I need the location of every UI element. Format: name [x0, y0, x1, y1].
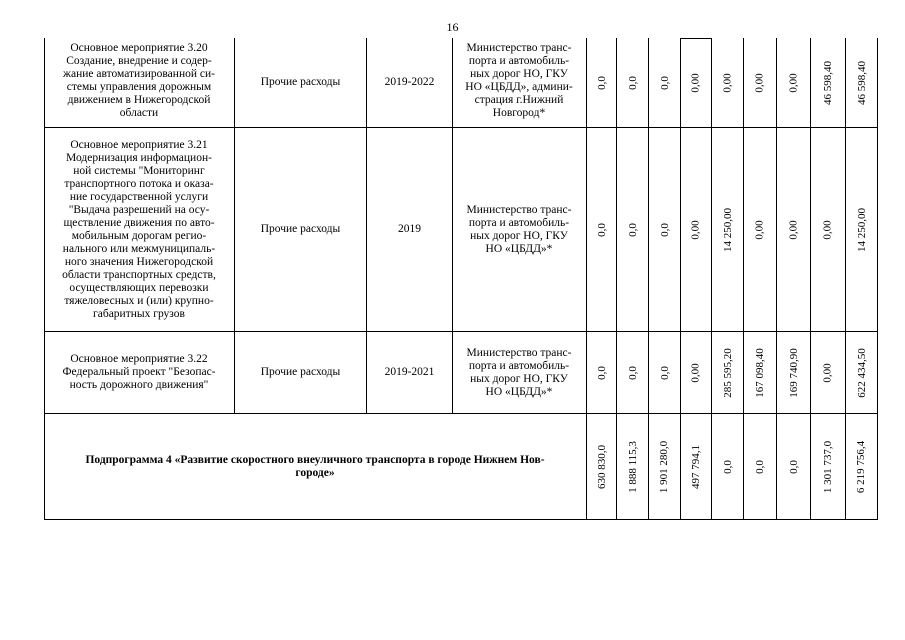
measure-name-line: нального или межмуниципаль- — [62, 242, 216, 255]
executor-line: ных дорог НО, ГКУ — [470, 67, 568, 80]
value-cell: 0,0 — [595, 365, 608, 380]
value-cell: 0,00 — [690, 72, 702, 93]
measure-name-line: области — [119, 106, 159, 119]
expense-type: Прочие расходы — [260, 223, 341, 235]
executor-line: НО «ЦБДД», админи- — [465, 80, 573, 93]
value-cell: 0,00 — [754, 72, 766, 93]
measure-name-line: ной системы "Мониторинг — [73, 164, 205, 177]
measure-name-line: Создание, внедрение и содер- — [66, 54, 212, 67]
value-cell: 14 250,00 — [855, 207, 868, 252]
period: 2019 — [398, 223, 421, 235]
measure-name-line: мобильным дорогам регио- — [71, 229, 207, 242]
executor-line: порта и автомобиль- — [468, 216, 570, 229]
table-hline — [44, 519, 878, 520]
measure-name-line: жание автоматизированной си- — [63, 67, 215, 80]
value-cell: 0,0 — [595, 75, 608, 90]
value-cell: 14 250,00 — [721, 207, 734, 252]
subprogram-value-cell: 1 301 737,0 — [822, 440, 834, 493]
value-cell: 0,00 — [690, 362, 702, 383]
value-cell: 0,00 — [787, 72, 800, 93]
measure-name — [46, 34, 232, 127]
executor-line: Новгород* — [492, 106, 546, 119]
value-cell: 0,00 — [721, 72, 734, 93]
subprogram-value-cell: 1 901 280,0 — [658, 440, 671, 493]
value-cell: 285 595,20 — [721, 347, 734, 398]
value-cell: 622 434,50 — [855, 347, 868, 398]
subprogram-title-line: Подпрограмма 4 «Развитие скоростного внеуличного транспорта в городе Нижнем Нов- — [85, 453, 545, 466]
subprogram-value-cell: 1 888 115,3 — [626, 440, 639, 493]
measure-name-line: движением в Нижегородской — [67, 93, 211, 106]
value-cell: 0,0 — [658, 75, 671, 90]
measure-name-line: ние государственной услуги — [69, 190, 209, 203]
measure-name-line: габаритных грузов — [93, 307, 185, 320]
executor-line: Министерство транс- — [466, 346, 572, 359]
table-vline — [452, 38, 453, 414]
measure-name-line: Модернизация информацион- — [66, 151, 212, 164]
subprogram-value-cell: 6 219 756,4 — [855, 440, 868, 493]
value-cell: 0,0 — [626, 75, 639, 90]
executor-line: НО «ЦБДД»* — [485, 385, 553, 398]
executor — [454, 128, 584, 331]
subprogram-value-cell: 497 794,1 — [690, 444, 702, 489]
executor-line: порта и автомобиль- — [468, 359, 570, 372]
value-cell: 0,00 — [754, 219, 766, 240]
executor-line: порта и автомобиль- — [468, 54, 570, 67]
table-vline — [44, 38, 45, 520]
measure-name-line: ность дорожного движения" — [69, 379, 209, 391]
value-cell: 46 598,40 — [855, 60, 868, 105]
value-cell: 169 740,90 — [787, 347, 800, 398]
measure-name — [46, 332, 232, 413]
subprogram-value-cell: 0,0 — [787, 459, 800, 474]
measure-name-line: "Выдача разрешений на осу- — [68, 203, 210, 216]
value-cell: 0,00 — [822, 219, 834, 240]
measure-name-line: Федеральный проект "Безопас- — [62, 366, 216, 378]
executor-line: страция г.Нижний — [474, 93, 564, 106]
executor — [454, 332, 584, 413]
expense-type: Прочие расходы — [260, 366, 341, 378]
page-number: 16 — [446, 20, 459, 34]
measure-name-line: Основное мероприятие 3.20 — [70, 41, 208, 54]
executor — [454, 34, 584, 127]
value-cell: 0,00 — [787, 219, 800, 240]
subprogram-value-cell: 0,0 — [754, 459, 766, 474]
value-cell: 167 098,40 — [754, 347, 766, 398]
subprogram-value-cell: 630 830,0 — [595, 444, 608, 489]
executor-line: ных дорог НО, ГКУ — [470, 372, 568, 385]
subprogram-title — [50, 414, 580, 519]
value-cell: 46 598,40 — [822, 60, 834, 105]
value-cell: 0,0 — [595, 222, 608, 237]
value-cell: 0,0 — [626, 365, 639, 380]
measure-name-line: стемы управления дорожным — [66, 80, 212, 93]
executor-line: НО «ЦБДД»* — [485, 242, 553, 255]
measure-name-line: ществление движения по авто- — [63, 216, 215, 229]
executor-line: Министерство транс- — [466, 41, 572, 54]
value-cell: 0,0 — [658, 222, 671, 237]
value-cell: 0,0 — [626, 222, 639, 237]
value-cell: 0,00 — [690, 219, 702, 240]
period: 2019-2022 — [384, 76, 435, 88]
measure-name — [46, 128, 232, 331]
period: 2019-2021 — [384, 366, 435, 378]
subprogram-title-line: городе» — [295, 466, 335, 479]
measure-name-line: Основное мероприятие 3.22 — [70, 353, 208, 365]
table-vline — [877, 38, 878, 520]
value-cell: 0,0 — [658, 365, 671, 380]
executor-line: Министерство транс- — [466, 203, 572, 216]
subprogram-value-cell: 0,0 — [721, 459, 734, 474]
measure-name-line: осуществляющих перевозки — [69, 281, 209, 294]
measure-name-line: транспортного потока и оказа- — [64, 177, 214, 190]
measure-name-line: ного значения Нижегородской — [64, 255, 214, 268]
measure-name-line: тяжеловесных и (или) крупно- — [64, 294, 214, 307]
measure-name-line: области транспортных средств, — [62, 268, 216, 281]
expense-type: Прочие расходы — [260, 76, 341, 88]
value-cell: 0,00 — [822, 362, 834, 383]
measure-name-line: Основное мероприятие 3.21 — [70, 138, 208, 151]
executor-line: ных дорог НО, ГКУ — [470, 229, 568, 242]
